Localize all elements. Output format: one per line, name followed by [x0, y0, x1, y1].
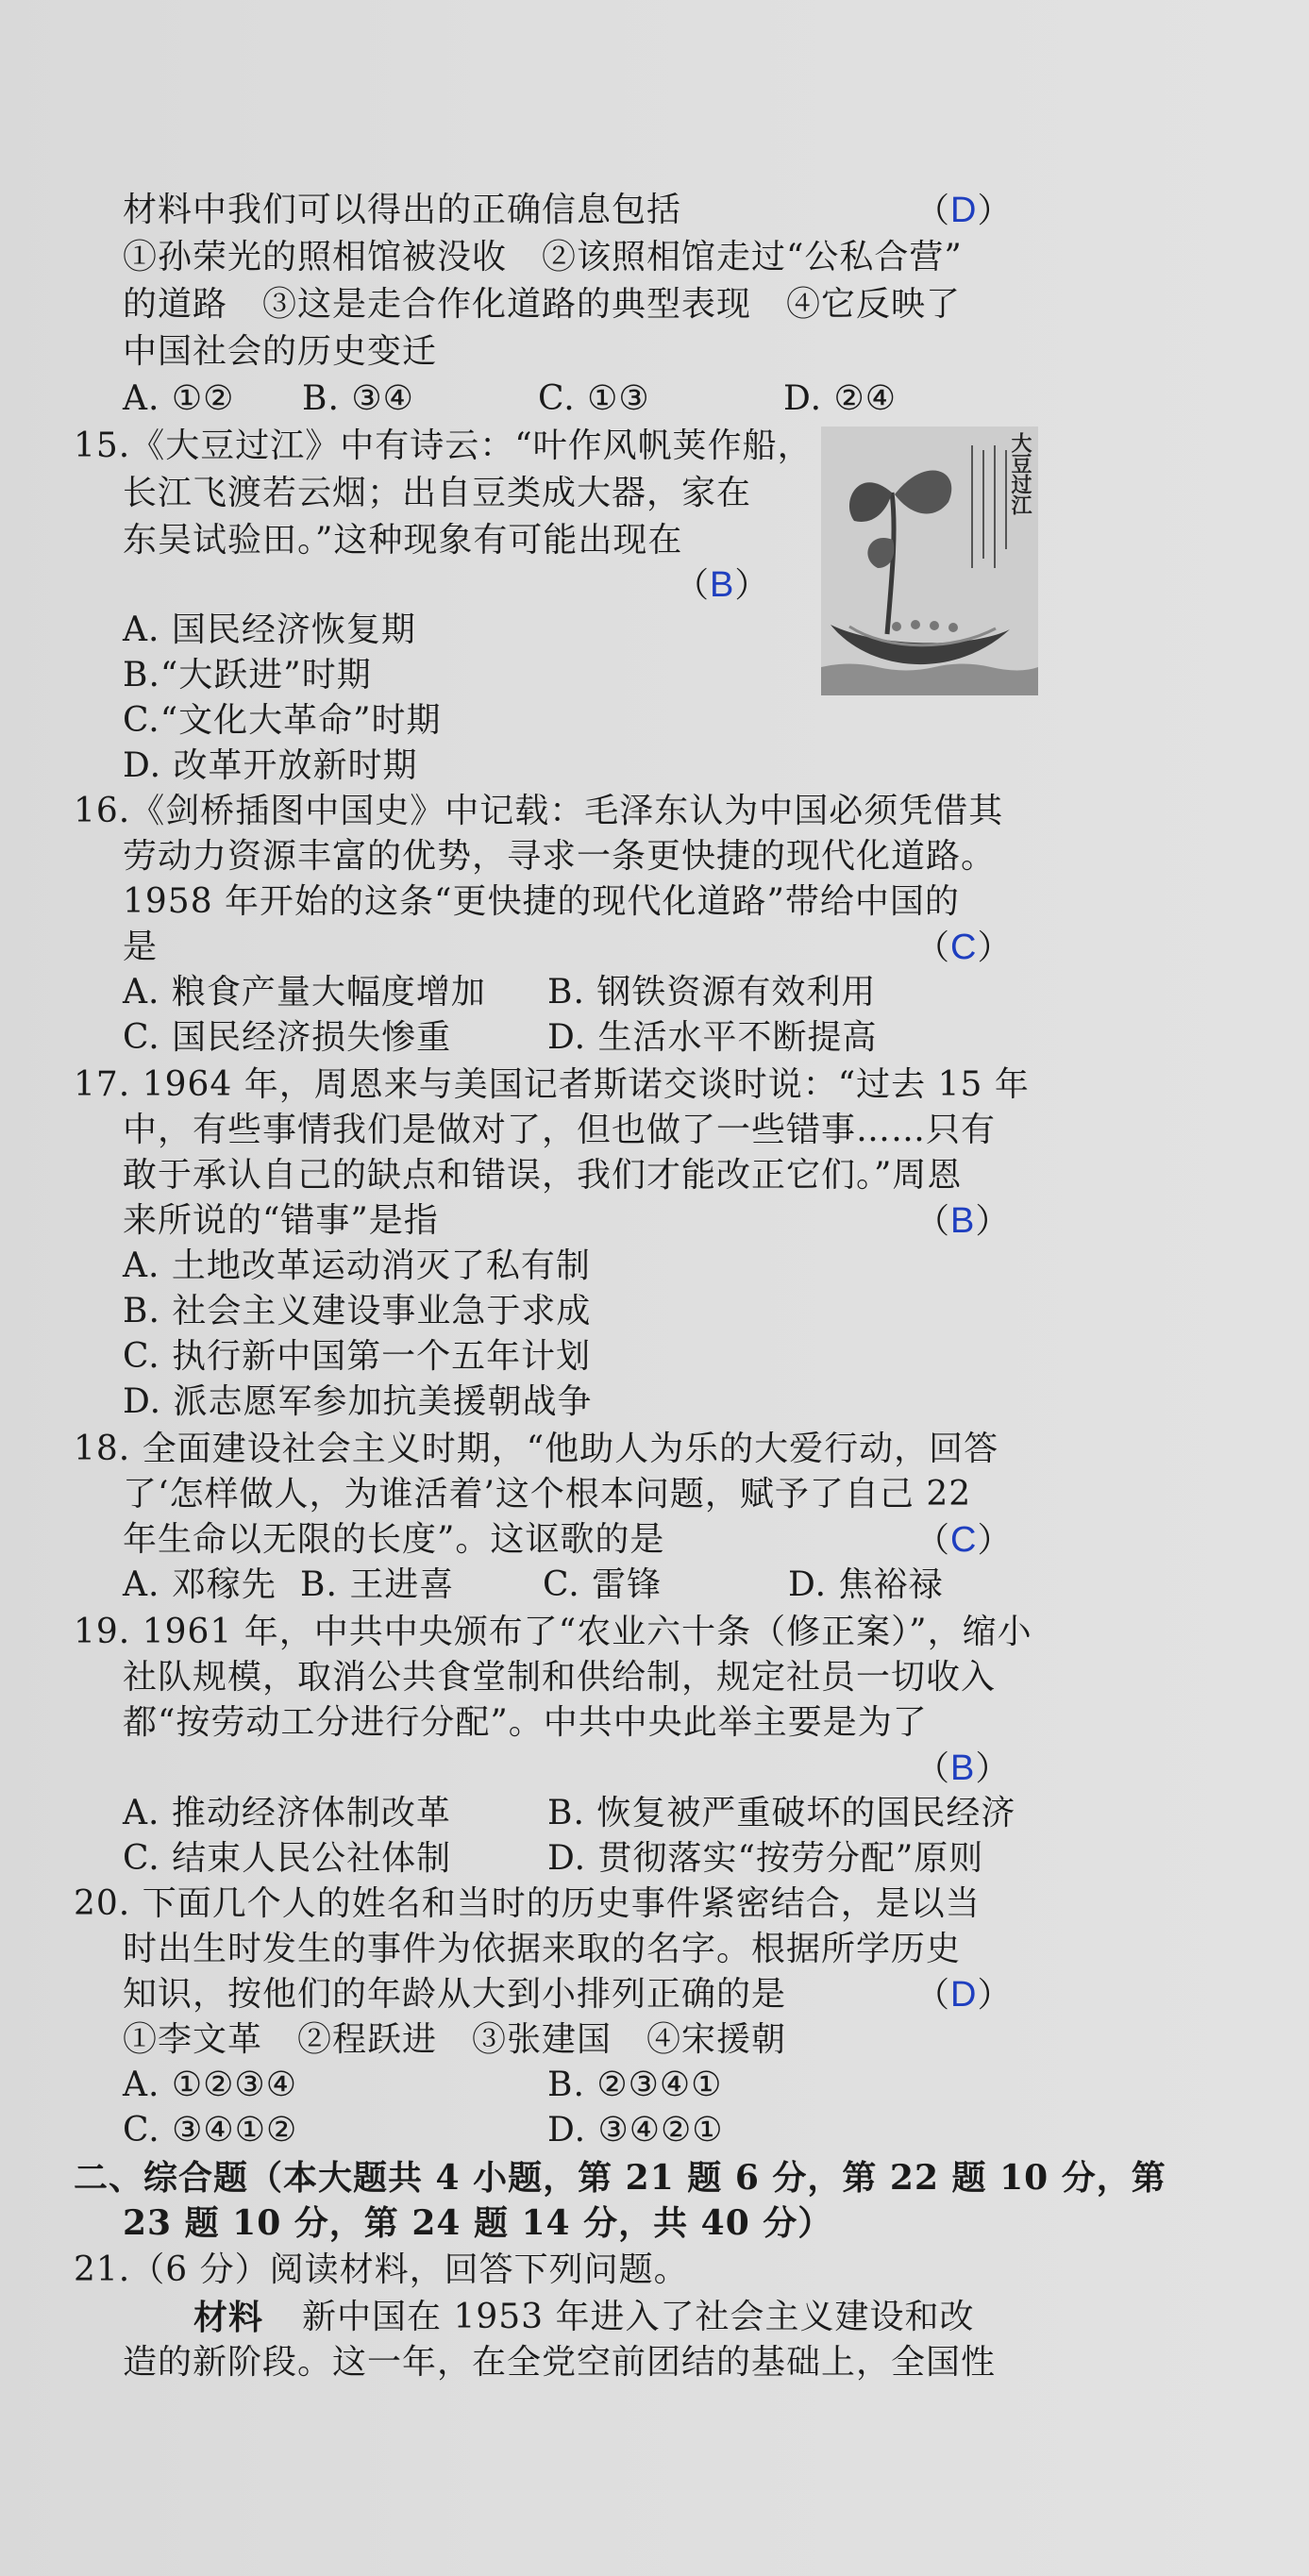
- q15-option-b: B.“大跃进”时期: [123, 656, 372, 694]
- q14-option-b: B. ③④: [302, 379, 414, 418]
- q14-option-d: D. ②④: [783, 379, 898, 418]
- q16-option-b: B. 钢铁资源有效利用: [547, 973, 877, 1012]
- q14-stem: 材料中我们可以得出的正确信息包括: [123, 191, 682, 229]
- q15-line1: 15.《大豆过江》中有诗云：“叶作风帆荚作船，: [74, 427, 813, 465]
- q20-line2: 时出生时发生的事件为依据来取的名字。根据所学历史: [123, 1930, 962, 1968]
- q18-option-c: C. 雷锋: [543, 1565, 663, 1604]
- q21-line1: 21.（6 分）阅读材料，回答下列问题。: [74, 2250, 689, 2289]
- q15-option-a: A. 国民经济恢复期: [123, 611, 416, 649]
- q19-line2: 社队规模，取消公共食堂制和供给制，规定社员一切收入: [123, 1658, 997, 1697]
- q20-answer: D: [950, 1975, 978, 2015]
- q15-answer: B: [710, 565, 735, 605]
- q18-option-d: D. 焦裕禄: [788, 1565, 944, 1604]
- q18-option-b: B. 王进喜: [300, 1565, 455, 1604]
- q14-answer: D: [950, 191, 978, 230]
- q19-option-d: D. 贯彻落实“按劳分配”原则: [547, 1839, 984, 1878]
- q18-line1: 18. 全面建设社会主义时期，“他助人为乐的大爱行动，回答: [74, 1430, 999, 1468]
- q18-answer: C: [950, 1520, 978, 1560]
- poster-title: 大豆过江: [1008, 432, 1032, 515]
- q16-option-c: C. 国民经济损失惨重: [123, 1018, 452, 1057]
- q16-line3: 1958 年开始的这条“更快捷的现代化道路”带给中国的: [123, 882, 960, 921]
- q15-option-c: C.“文化大革命”时期: [123, 701, 442, 740]
- q15-answer-bracket: （B）: [675, 565, 770, 605]
- q17-answer: B: [950, 1201, 976, 1241]
- q19-answer-bracket: （B）: [915, 1748, 1011, 1788]
- q19-answer: B: [950, 1748, 976, 1788]
- q14-option-c: C. ①③: [538, 379, 650, 418]
- q14-line4: 中国社会的历史变迁: [123, 332, 438, 371]
- q16-line4: 是: [123, 928, 159, 966]
- q17-answer-bracket: （B）: [915, 1201, 1011, 1241]
- q21-line3: 造的新阶段。这一年，在全党空前团结的基础上，全国性: [123, 2343, 997, 2382]
- q19-option-a: A. 推动经济体制改革: [123, 1794, 451, 1832]
- q14-answer-bracket: （D）: [915, 191, 1013, 230]
- q19-option-b: B. 恢复被严重破坏的国民经济: [547, 1794, 1016, 1832]
- q20-line3: 知识，按他们的年龄从大到小排列正确的是: [123, 1975, 787, 2014]
- q20-option-a: A. ①②③④: [123, 2066, 297, 2104]
- q17-line3: 敢于承认自己的缺点和错误，我们才能改正它们。”周恩: [123, 1156, 963, 1195]
- q14-option-a: A. ①②: [123, 379, 235, 418]
- q20-answer-bracket: （D）: [915, 1975, 1013, 2015]
- q17-line4: 来所说的“错事”是指: [123, 1201, 439, 1240]
- q14-line3: 的道路 ③这是走合作化道路的典型表现 ④它反映了: [123, 285, 962, 324]
- soybean-poster-illustration: [821, 427, 1038, 695]
- q17-option-d: D. 派志愿军参加抗美援朝战争: [123, 1382, 593, 1421]
- q21-line2: 新中国在 1953 年进入了社会主义建设和改: [302, 2298, 975, 2336]
- q20-line1: 20. 下面几个人的姓名和当时的历史事件紧密结合，是以当: [74, 1884, 981, 1923]
- q16-option-a: A. 粮食产量大幅度增加: [123, 973, 486, 1012]
- q21-material-label: 材料: [193, 2298, 264, 2337]
- q19-line1: 19. 1961 年，中共中央颁布了“农业六十条（修正案）”，缩小: [74, 1613, 1032, 1651]
- q15-option-d: D. 改革开放新时期: [123, 746, 418, 785]
- q16-answer-bracket: （C）: [915, 928, 1013, 967]
- q17-option-c: C. 执行新中国第一个五年计划: [123, 1337, 592, 1376]
- q16-line1: 16.《剑桥插图中国史》中记载：毛泽东认为中国必须凭借其: [74, 792, 1004, 830]
- q16-option-d: D. 生活水平不断提高: [547, 1018, 878, 1057]
- q17-option-a: A. 土地改革运动消灭了私有制: [123, 1246, 591, 1285]
- q20-option-c: C. ③④①②: [123, 2111, 298, 2149]
- q18-line2: 了‘怎样做人，为谁活着’这个根本问题，赋予了自己 22: [123, 1475, 972, 1514]
- q18-line3: 年生命以无限的长度”。这讴歌的是: [123, 1520, 665, 1559]
- q20-option-b: B. ②③④①: [547, 2066, 723, 2104]
- q16-answer: C: [950, 928, 978, 967]
- q17-option-b: B. 社会主义建设事业急于求成: [123, 1292, 592, 1330]
- q19-option-c: C. 结束人民公社体制: [123, 1839, 452, 1878]
- q18-answer-bracket: （C）: [915, 1520, 1013, 1560]
- q14-line2: ①孙荣光的照相馆被没收 ②该照相馆走过“公私合营”: [123, 238, 963, 276]
- q19-line3: 都“按劳动工分进行分配”。中共中央此举主要是为了: [123, 1703, 928, 1742]
- q16-line2: 劳动力资源丰富的优势，寻求一条更快捷的现代化道路。: [123, 837, 997, 876]
- section2-heading-line2: 23 题 10 分，第 24 题 14 分，共 40 分）: [123, 2203, 833, 2243]
- q15-line3: 东吴试验田。”这种现象有可能出现在: [123, 521, 683, 560]
- q17-line1: 17. 1964 年，周恩来与美国记者斯诺交谈时说：“过去 15 年: [74, 1065, 1030, 1104]
- section2-heading-line1: 二、综合题（本大题共 4 小题，第 21 题 6 分，第 22 题 10 分，第: [74, 2158, 1166, 2198]
- q17-line2: 中，有些事情我们是做对了，但也做了一些错事……只有: [123, 1111, 997, 1149]
- q15-line2: 长江飞渡若云烟；出自豆类成大器，家在: [123, 474, 752, 512]
- q20-option-d: D. ③④②①: [547, 2111, 724, 2149]
- q20-line4: ①李文革 ②程跃进 ③张建国 ④宋援朝: [123, 2020, 787, 2059]
- q18-option-a: A. 邓稼先: [123, 1565, 277, 1604]
